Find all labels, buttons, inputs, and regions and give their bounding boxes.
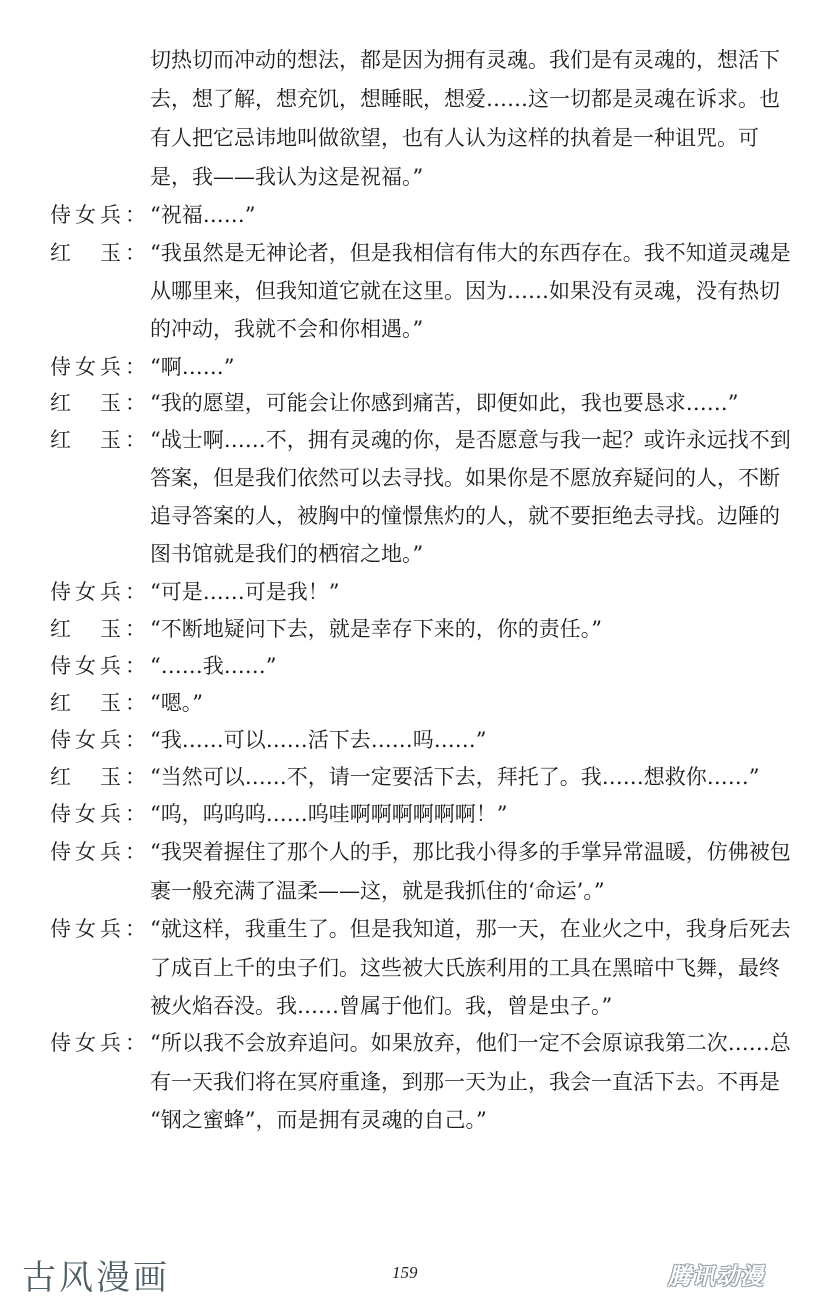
dialogue-line: “不断地疑问下去，就是幸存下来的，你的责任。” [150,617,602,641]
text-line: 的冲动，我就不会和你相遇。” [150,317,424,341]
text-line: 有人把它忌讳地叫做欲望，也有人认为这样的执着是一种诅咒。可 [150,126,759,150]
text-line: 是，我——我认为这是祝福。” [150,165,424,189]
dialogue-line: “战士啊……不，拥有灵魂的你，是否愿意与我一起？或许永远找不到 [150,428,791,452]
speaker-label: 侍女兵： [50,580,150,604]
dialogue-line: “……我……” [150,654,277,678]
speaker-label: 侍女兵： [50,802,150,826]
text-line: “钢之蜜蜂”，而是拥有灵魂的自己。” [150,1108,487,1132]
speaker-label: 侍女兵： [50,917,150,941]
speaker-label: 侍女兵： [50,654,150,678]
dialogue-line: “当然可以……不，请一定要活下去，拜托了。我……想救你……” [150,765,760,789]
text-line: 被火焰吞没。我……曾属于他们。我，曾是虫子。” [150,994,613,1018]
watermark-logo: 腾讯动漫 [668,1264,764,1290]
dialogue-line: “祝福……” [150,203,256,227]
speaker-label: 红 玉： [50,241,150,265]
speaker-label: 红 玉： [50,428,150,452]
text-line: 答案，但是我们依然可以去寻找。如果你是不愿放弃疑问的人，不断 [150,466,780,490]
dialogue-line: “就这样，我重生了。但是我知道，那一天，在业火之中，我身后死去 [150,917,791,941]
dialogue-line: “呜，呜呜呜……呜哇啊啊啊啊啊啊！” [150,802,508,826]
speaker-label: 红 玉： [50,765,150,789]
speaker-label: 侍女兵： [50,355,150,379]
speaker-label: 侍女兵： [50,203,150,227]
speaker-label: 红 玉： [50,617,150,641]
text-line: 图书馆就是我们的栖宿之地。” [150,542,424,566]
text-line: 从哪里来，但我知道它就在这里。因为……如果没有灵魂，没有热切 [150,279,780,303]
dialogue-line: “嗯。” [150,691,203,715]
speaker-label: 侍女兵： [50,840,150,864]
dialogue-line: “我哭着握住了那个人的手，那比我小得多的手掌异常温暖，仿佛被包 [150,840,791,864]
site-logo: 古风漫画 [22,1258,170,1298]
page-number: 159 [392,1263,418,1282]
speaker-label: 红 玉： [50,391,150,415]
dialogue-line: “可是……可是我！” [150,580,340,604]
dialogue-line: “我的愿望，可能会让你感到痛苦，即便如此，我也要恳求……” [150,391,739,415]
text-line: 切热切而冲动的想法，都是因为拥有灵魂。我们是有灵魂的，想活下 [150,48,780,72]
text-line: 裹一般充满了温柔——这，就是我抓住的‘命运’。” [150,879,605,903]
speaker-label: 侍女兵： [50,1031,150,1055]
text-line: 追寻答案的人，被胸中的憧憬焦灼的人，就不要拒绝去寻找。边陲的 [150,504,780,528]
dialogue-line: “我虽然是无神论者，但是我相信有伟大的东西存在。我不知道灵魂是 [150,241,791,265]
text-line: 有一天我们将在冥府重逢，到那一天为止，我会一直活下去。不再是 [150,1070,780,1094]
text-line: 了成百上千的虫子们。这些被大氏族利用的工具在黑暗中飞舞，最终 [150,956,780,980]
speaker-label: 红 玉： [50,691,150,715]
dialogue-line: “我……可以……活下去……吗……” [150,728,487,752]
dialogue-line: “所以我不会放弃追问。如果放弃，他们一定不会原谅我第二次……总 [150,1031,791,1055]
speaker-label: 侍女兵： [50,728,150,752]
text-line: 去，想了解，想充饥，想睡眠，想爱……这一切都是灵魂在诉求。也 [150,87,780,111]
dialogue-line: “啊……” [150,355,235,379]
